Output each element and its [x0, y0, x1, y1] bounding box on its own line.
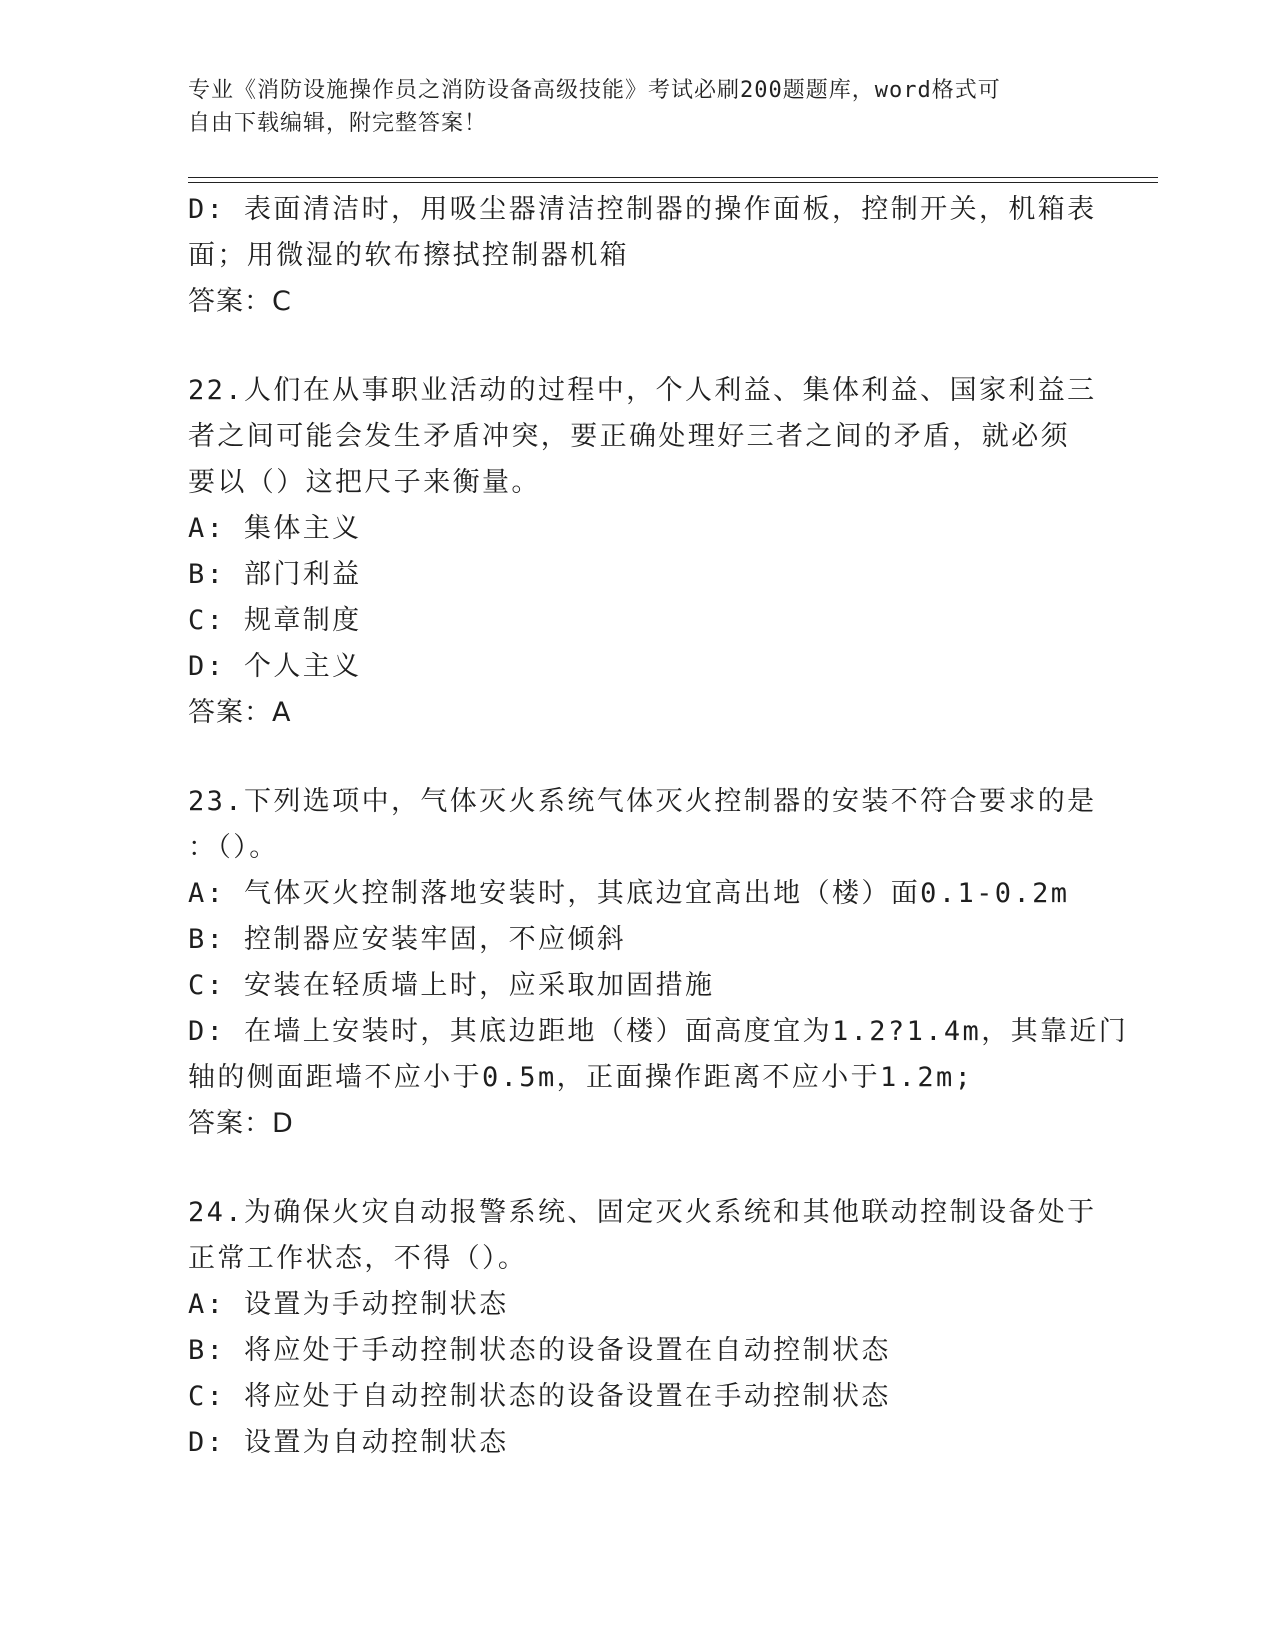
option-c: C: 安装在轻质墙上时，应采取加固措施	[188, 970, 715, 1001]
option-a: A: 集体主义	[188, 513, 362, 544]
answer-21: 答案：C	[188, 286, 292, 317]
question-text-line: 者之间可能会发生矛盾冲突，要正确处理好三者之间的矛盾，就必须	[188, 421, 1070, 452]
option-c: C: 将应处于自动控制状态的设备设置在手动控制状态	[188, 1381, 891, 1412]
question-text-line: 24.为确保火灾自动报警系统、固定灭火系统和其他联动控制设备处于	[188, 1197, 1097, 1228]
question-text-line: 23.下列选项中，气体灭火系统气体灭火控制器的安装不符合要求的是	[188, 786, 1097, 817]
option-b: B: 将应处于手动控制状态的设备设置在自动控制状态	[188, 1335, 891, 1366]
question-content	[188, 187, 1129, 1466]
option-d: D: 设置为自动控制状态	[188, 1427, 509, 1458]
question-23	[188, 779, 1129, 1147]
question-24	[188, 1190, 1097, 1466]
option-c: C: 规章制度	[188, 605, 362, 636]
question-text-line: ：（）。	[188, 832, 279, 863]
option-b: B: 部门利益	[188, 559, 362, 590]
option-d-line-2: 面；用微湿的软布擦拭控制器机箱	[188, 240, 629, 271]
option-b: B: 控制器应安装牢固，不应倾斜	[188, 924, 627, 955]
question-text-line: 要以（）这把尺子来衡量。	[188, 467, 541, 498]
question-text-line: 22.人们在从事职业活动的过程中，个人利益、集体利益、国家利益三	[188, 375, 1097, 406]
document-header	[188, 74, 1068, 140]
header-divider-bottom	[188, 182, 1158, 183]
option-d: D: 个人主义	[188, 651, 362, 682]
option-a: A: 气体灭火控制落地安装时，其底边宜高出地（楼）面0.1-0.2m	[188, 878, 1070, 909]
option-a: A: 设置为手动控制状态	[188, 1289, 509, 1320]
question-text-line: 正常工作状态，不得（）。	[188, 1243, 528, 1274]
header-divider-top	[188, 177, 1158, 178]
option-d-continued: 轴的侧面距墙不应小于0.5m，正面操作距离不应小于1.2m;	[188, 1062, 974, 1093]
option-d-line-1: D: 表面清洁时，用吸尘器清洁控制器的操作面板，控制开关，机箱表	[188, 194, 1097, 225]
question-22	[188, 368, 1097, 736]
answer-23: 答案：D	[188, 1108, 294, 1139]
question-21-tail	[188, 187, 1097, 325]
header-line-2: 自由下载编辑，附完整答案！	[188, 111, 488, 136]
header-line-1: 专业《消防设施操作员之消防设备高级技能》考试必刷200题题库，word格式可	[188, 78, 1001, 103]
option-d: D: 在墙上安装时，其底边距地（楼）面高度宜为1.2?1.4m，其靠近门	[188, 1016, 1129, 1047]
answer-22: 答案：A	[188, 697, 292, 728]
